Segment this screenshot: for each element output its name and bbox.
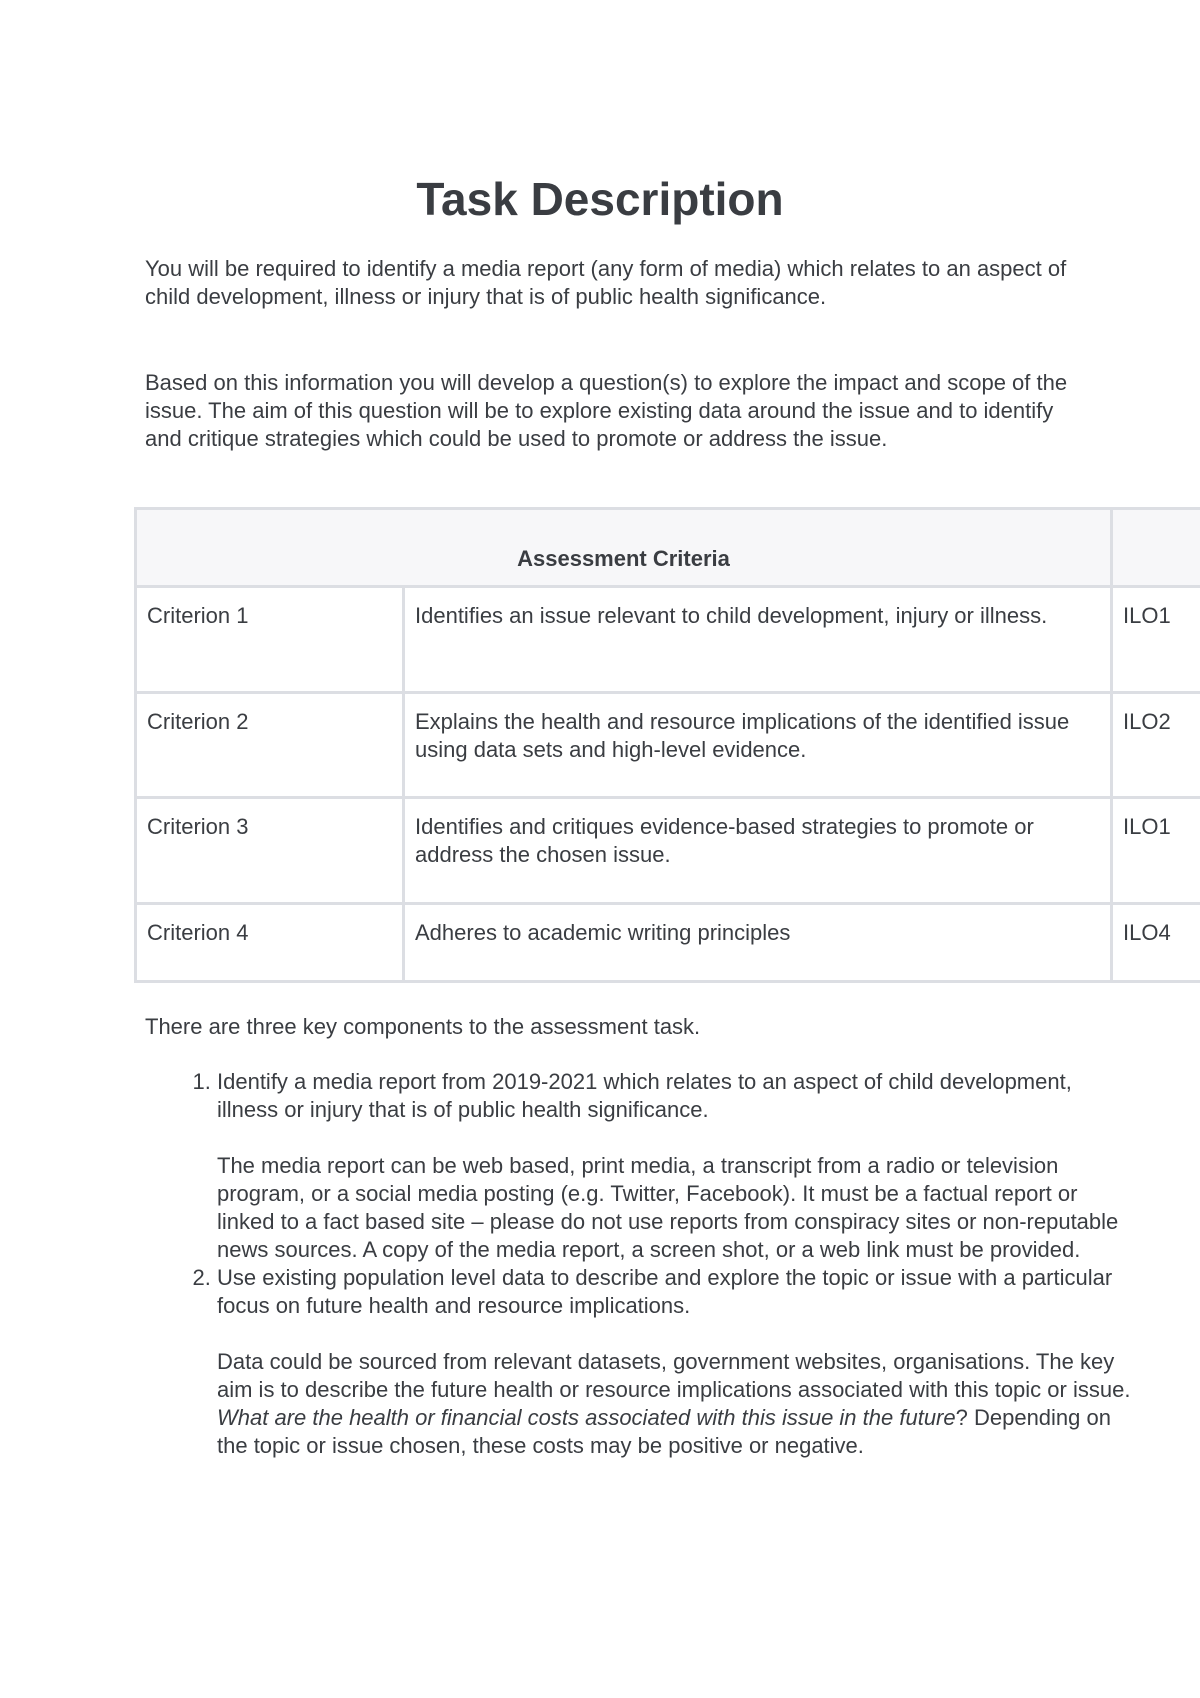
criterion-cell: Criterion 3: [136, 798, 404, 903]
list-item-main: 2. Use existing population level data to describe and explore the topic or issue with a particular focus on future health and resource implications.: [217, 1265, 1113, 1318]
page-title: Task Description: [416, 173, 784, 225]
table-row: [136, 903, 1200, 981]
table-row: [136, 587, 1200, 692]
intro-paragraph-1: You will be required to identify a media report (any form of media) which relates to an aspect of child development, illness or injury that is of public health significance.: [145, 256, 1067, 309]
assessment-criteria-table: [134, 507, 1200, 983]
description-cell: Identifies an issue relevant to child development, injury or illness.: [404, 587, 1112, 692]
table-header-row: [136, 509, 1200, 587]
table-row: [136, 798, 1200, 903]
detail-text-italic: What are the health or financial costs associated with this issue in the future: [217, 1405, 956, 1430]
list-item: [217, 1264, 1137, 1460]
components-list: [145, 1068, 1137, 1460]
ilo-cell: ILO1: [1112, 587, 1200, 692]
detail-text-end: ? Depending on the topic or issue chosen, these costs may be positive or negative.: [217, 1405, 1111, 1458]
list-item-main: 1. Identify a media report from 2019-2021 which relates to an aspect of child development, illness or injury that is of public health significance.: [217, 1069, 1072, 1122]
description-cell: Adheres to academic writing principles: [404, 903, 1112, 981]
criterion-cell: Criterion 1: [136, 587, 404, 692]
criterion-cell: Criterion 2: [136, 692, 404, 797]
description-cell: Explains the health and resource implications of the identified issue using data sets and high-level evidence.: [404, 692, 1112, 797]
description-cell: Identifies and critiques evidence-based strategies to promote or address the chosen issue.: [404, 798, 1112, 903]
criterion-cell: Criterion 4: [136, 903, 404, 981]
components-intro: There are three key components to the assessment task.: [145, 1014, 701, 1039]
intro-paragraph-2: Based on this information you will develop a question(s) to explore the impact and scope of the issue. The aim of this question will be to explore existing data around the issue and to identify and critique strategies which could be used to promote or address the issue.: [145, 370, 1068, 451]
table-row: [136, 692, 1200, 797]
ilo-cell: ILO1: [1112, 798, 1200, 903]
table-header: Assessment Criteria: [136, 509, 1112, 587]
table-header-empty-cell: [1112, 509, 1200, 587]
detail-text-start: Data could be sourced from relevant datasets, government websites, organisations. The key aim is to describe the future health or resource implications associated with this topic or issue.: [217, 1349, 1131, 1402]
ilo-cell: ILO4: [1112, 903, 1200, 981]
ilo-cell: ILO2: [1112, 692, 1200, 797]
list-item: [217, 1068, 1137, 1264]
list-item-detail: [217, 1348, 1137, 1460]
list-item-detail: The media report can be web based, print media, a transcript from a radio or television program, or a social media posting (e.g. Twitter, Facebook). It must be a factual report or linked to a fact based site – please do not use reports from conspiracy sites or non-reputable news sources. A copy of the media report, a screen shot, or a web link must be provided.: [217, 1153, 1119, 1262]
